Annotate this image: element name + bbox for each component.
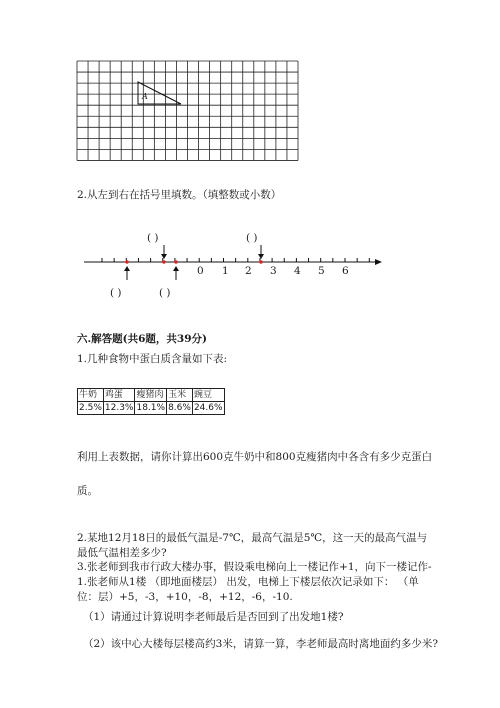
- question-text: 2.某地12月18日的最低气温是-7℃，最高气温是5℃，这一天的最高气温与: [77, 532, 428, 544]
- table-cell: 2.5%: [79, 403, 102, 413]
- tick-label: 5: [318, 265, 325, 277]
- tick-label: 6: [342, 265, 349, 277]
- question-text: 3.张老师到我市行政大楼办事，假设乘电梯向上一楼记作+1，向下一楼记作-: [77, 561, 432, 573]
- up-arrow: [173, 266, 179, 280]
- table-row: [78, 402, 225, 415]
- table-cell: 牛奶: [78, 389, 104, 402]
- question-prompt: 2.从左到右在括号里填数。（填整数或小数）: [77, 189, 282, 201]
- table-cell: 24.6%: [193, 403, 223, 413]
- answer-blank[interactable]: ( ): [246, 232, 258, 244]
- question-text: 位：层）+5，-3，+10，-8，+12，-6，-10.: [77, 591, 293, 603]
- number-line-arrowhead: [375, 259, 382, 265]
- table-cell: 12.3%: [104, 403, 134, 413]
- number-line: [84, 245, 382, 280]
- question-text: 利用上表数据，请你计算出600克牛奶中和800克瘦猪肉中各含有多少克蛋白: [77, 451, 433, 463]
- down-arrow: [258, 245, 264, 259]
- sub-question: （1）请通过计算说明李老师最后是否回到了出发地1楼?: [83, 611, 344, 623]
- sub-question: （2）该中心大楼每层楼高约3米，请算一算，李老师最高时离地面约多少米?: [83, 638, 438, 650]
- point-marker: [259, 260, 262, 263]
- question-intro: 1.几种食物中蛋白质含量如下表:: [77, 353, 228, 365]
- up-arrow: [124, 266, 130, 280]
- table-cell: 瘦猪肉: [135, 389, 167, 402]
- point-marker: [174, 260, 177, 263]
- protein-table: [77, 388, 225, 415]
- point-marker: [162, 260, 165, 263]
- table-header-row: [78, 389, 225, 402]
- grid-lines: [77, 61, 298, 160]
- question-text: 最低气温相差多少?: [77, 547, 167, 559]
- table-cell: 鸡蛋: [103, 389, 135, 402]
- answer-blank[interactable]: ( ): [147, 232, 159, 244]
- question-text: 1.张老师从1楼 （即地面楼层） 出发，电梯上下楼层依次记录如下： （单: [77, 576, 419, 588]
- down-arrow: [161, 245, 167, 259]
- tick-label: 0: [197, 265, 204, 277]
- triangle-label: A: [142, 92, 148, 101]
- answer-blank[interactable]: ( ): [110, 287, 122, 299]
- section-title: 六.解答题(共6题，共39分): [77, 333, 208, 345]
- table-cell: 8.6%: [168, 403, 191, 413]
- tick-label: 3: [270, 265, 277, 277]
- point-marker: [125, 260, 128, 263]
- table-cell: 玉米: [167, 389, 193, 402]
- question-text: 质。: [77, 485, 98, 497]
- tick-label: 1: [222, 265, 229, 277]
- tick-label: 4: [294, 265, 301, 277]
- tick-label: 2: [245, 265, 252, 277]
- table-cell: 18.1%: [136, 403, 166, 413]
- answer-blank[interactable]: ( ): [159, 287, 171, 299]
- table-cell: 豌豆: [192, 389, 224, 402]
- number-line-ticks: [102, 258, 369, 262]
